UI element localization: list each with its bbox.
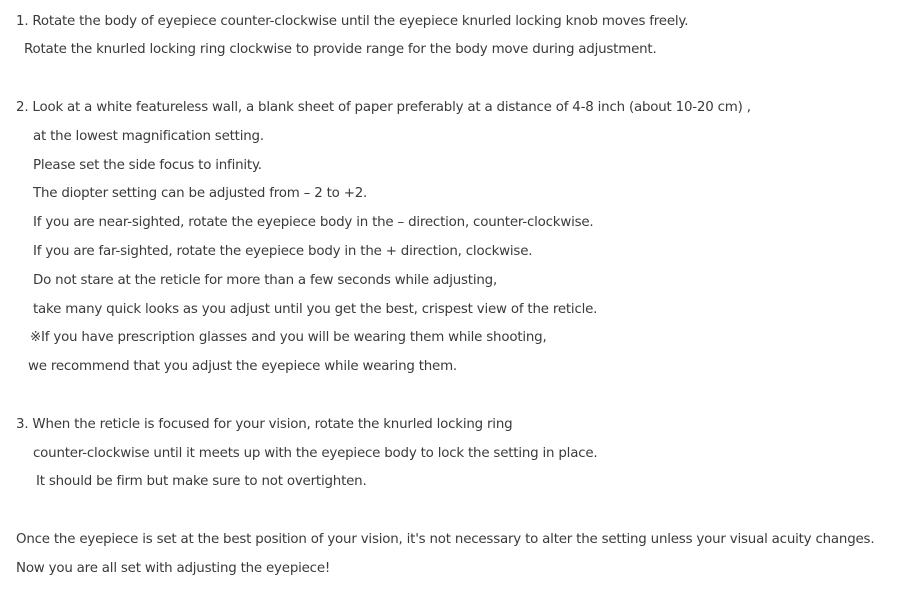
closing-line1: Once the eyepiece is set at the best position of your vision, it's not necessary to alter the setting unless your visual acuity changes.: [16, 532, 875, 547]
step3-line1: 3. When the reticle is focused for your vision, rotate the knurled locking ring: [16, 417, 513, 432]
step2-line6: If you are far-sighted, rotate the eyepiece body in the + direction, clockwise.: [33, 244, 533, 259]
step1-line1: 1. Rotate the body of eyepiece counter-clockwise until the eyepiece knurled locking knob moves freely.: [16, 14, 689, 29]
step3-line3: It should be firm but make sure to not overtighten.: [36, 474, 367, 489]
step2-line7: Do not stare at the reticle for more than a few seconds while adjusting,: [33, 273, 498, 288]
step2-line5: If you are near-sighted, rotate the eyepiece body in the – direction, counter-clockwise.: [33, 215, 594, 230]
step1-line2: Rotate the knurled locking ring clockwise to provide range for the body move during adjustment.: [24, 42, 657, 57]
step2-line2: at the lowest magnification setting.: [33, 129, 264, 144]
closing-line2: Now you are all set with adjusting the eyepiece!: [16, 561, 331, 576]
step2-line1: 2. Look at a white featureless wall, a blank sheet of paper preferably at a distance of 4-8 inch (about 10-20 cm) ,: [16, 100, 751, 115]
step2-line9: ※If you have prescription glasses and you will be wearing them while shooting,: [30, 330, 547, 345]
step3-line2: counter-clockwise until it meets up with the eyepiece body to lock the setting in place.: [33, 446, 598, 461]
step2-line4: The diopter setting can be adjusted from – 2 to +2.: [33, 186, 368, 201]
step2-line10: we recommend that you adjust the eyepiece while wearing them.: [28, 359, 457, 374]
step2-line3: Please set the side focus to infinity.: [33, 158, 262, 173]
step2-line8: take many quick looks as you adjust until you get the best, crispest view of the reticle.: [33, 302, 598, 317]
